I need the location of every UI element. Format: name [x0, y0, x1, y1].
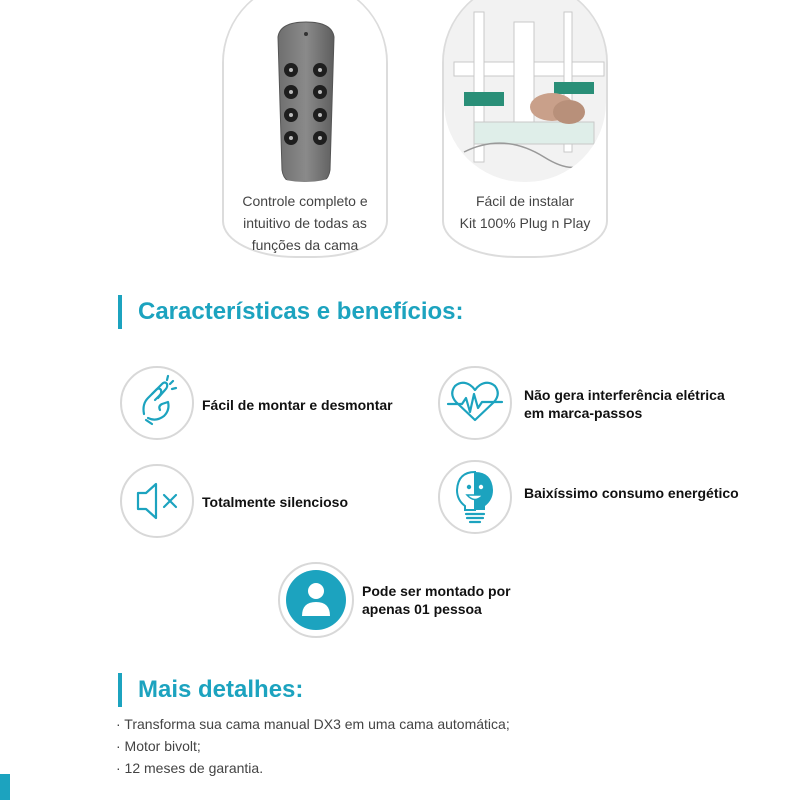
heart-pulse-icon — [440, 368, 510, 438]
features-title: Características e benefícios: — [138, 298, 464, 325]
detail-item: · Motor bivolt; — [116, 738, 201, 754]
remote-control-image — [224, 0, 386, 182]
remote-control-card — [222, 0, 388, 258]
feature-icon-circle — [120, 464, 194, 538]
feature-icon-circle — [438, 366, 512, 440]
feature-icon-circle — [438, 460, 512, 534]
feature-text — [202, 493, 348, 511]
feature-line: Totalmente silencioso — [202, 494, 348, 510]
detail-item: · Transforma sua cama manual DX3 em uma cama automática; — [116, 716, 510, 732]
details-title: Mais detalhes: — [138, 676, 304, 703]
installation-card — [442, 0, 608, 258]
corner-accent — [0, 774, 10, 800]
feature-line: em marca-passos — [524, 405, 643, 421]
light-bulb-face-icon — [440, 462, 510, 532]
section-accent-bar — [118, 295, 122, 329]
person-icon — [280, 564, 352, 636]
section-accent-bar — [118, 673, 122, 707]
fingers-crossed-icon — [122, 368, 192, 438]
installation-caption — [444, 190, 606, 234]
feature-icon-circle — [120, 366, 194, 440]
caption-line: Kit 100% Plug n Play — [459, 215, 591, 231]
feature-line: Não gera interferência elétrica — [524, 387, 725, 403]
remote-control-caption — [224, 190, 386, 256]
feature-line: Fácil de montar e desmontar — [202, 397, 393, 413]
feature-text — [362, 582, 511, 618]
feature-text — [202, 396, 393, 414]
caption-line: Fácil de instalar — [475, 193, 575, 209]
detail-item: · 12 meses de garantia. — [116, 760, 264, 776]
feature-text — [524, 484, 739, 502]
feature-line: apenas 01 pessoa — [362, 601, 482, 617]
caption-line: intuitivo de todas as — [243, 215, 367, 231]
caption-line: Controle completo e — [242, 193, 368, 209]
feature-line: Baixíssimo consumo energético — [524, 485, 739, 501]
feature-icon-circle — [278, 562, 354, 638]
feature-line: Pode ser montado por — [362, 583, 511, 599]
feature-text — [524, 386, 725, 422]
caption-line: funções da cama — [251, 237, 359, 253]
speaker-mute-icon — [122, 466, 192, 536]
installation-image — [444, 0, 606, 182]
